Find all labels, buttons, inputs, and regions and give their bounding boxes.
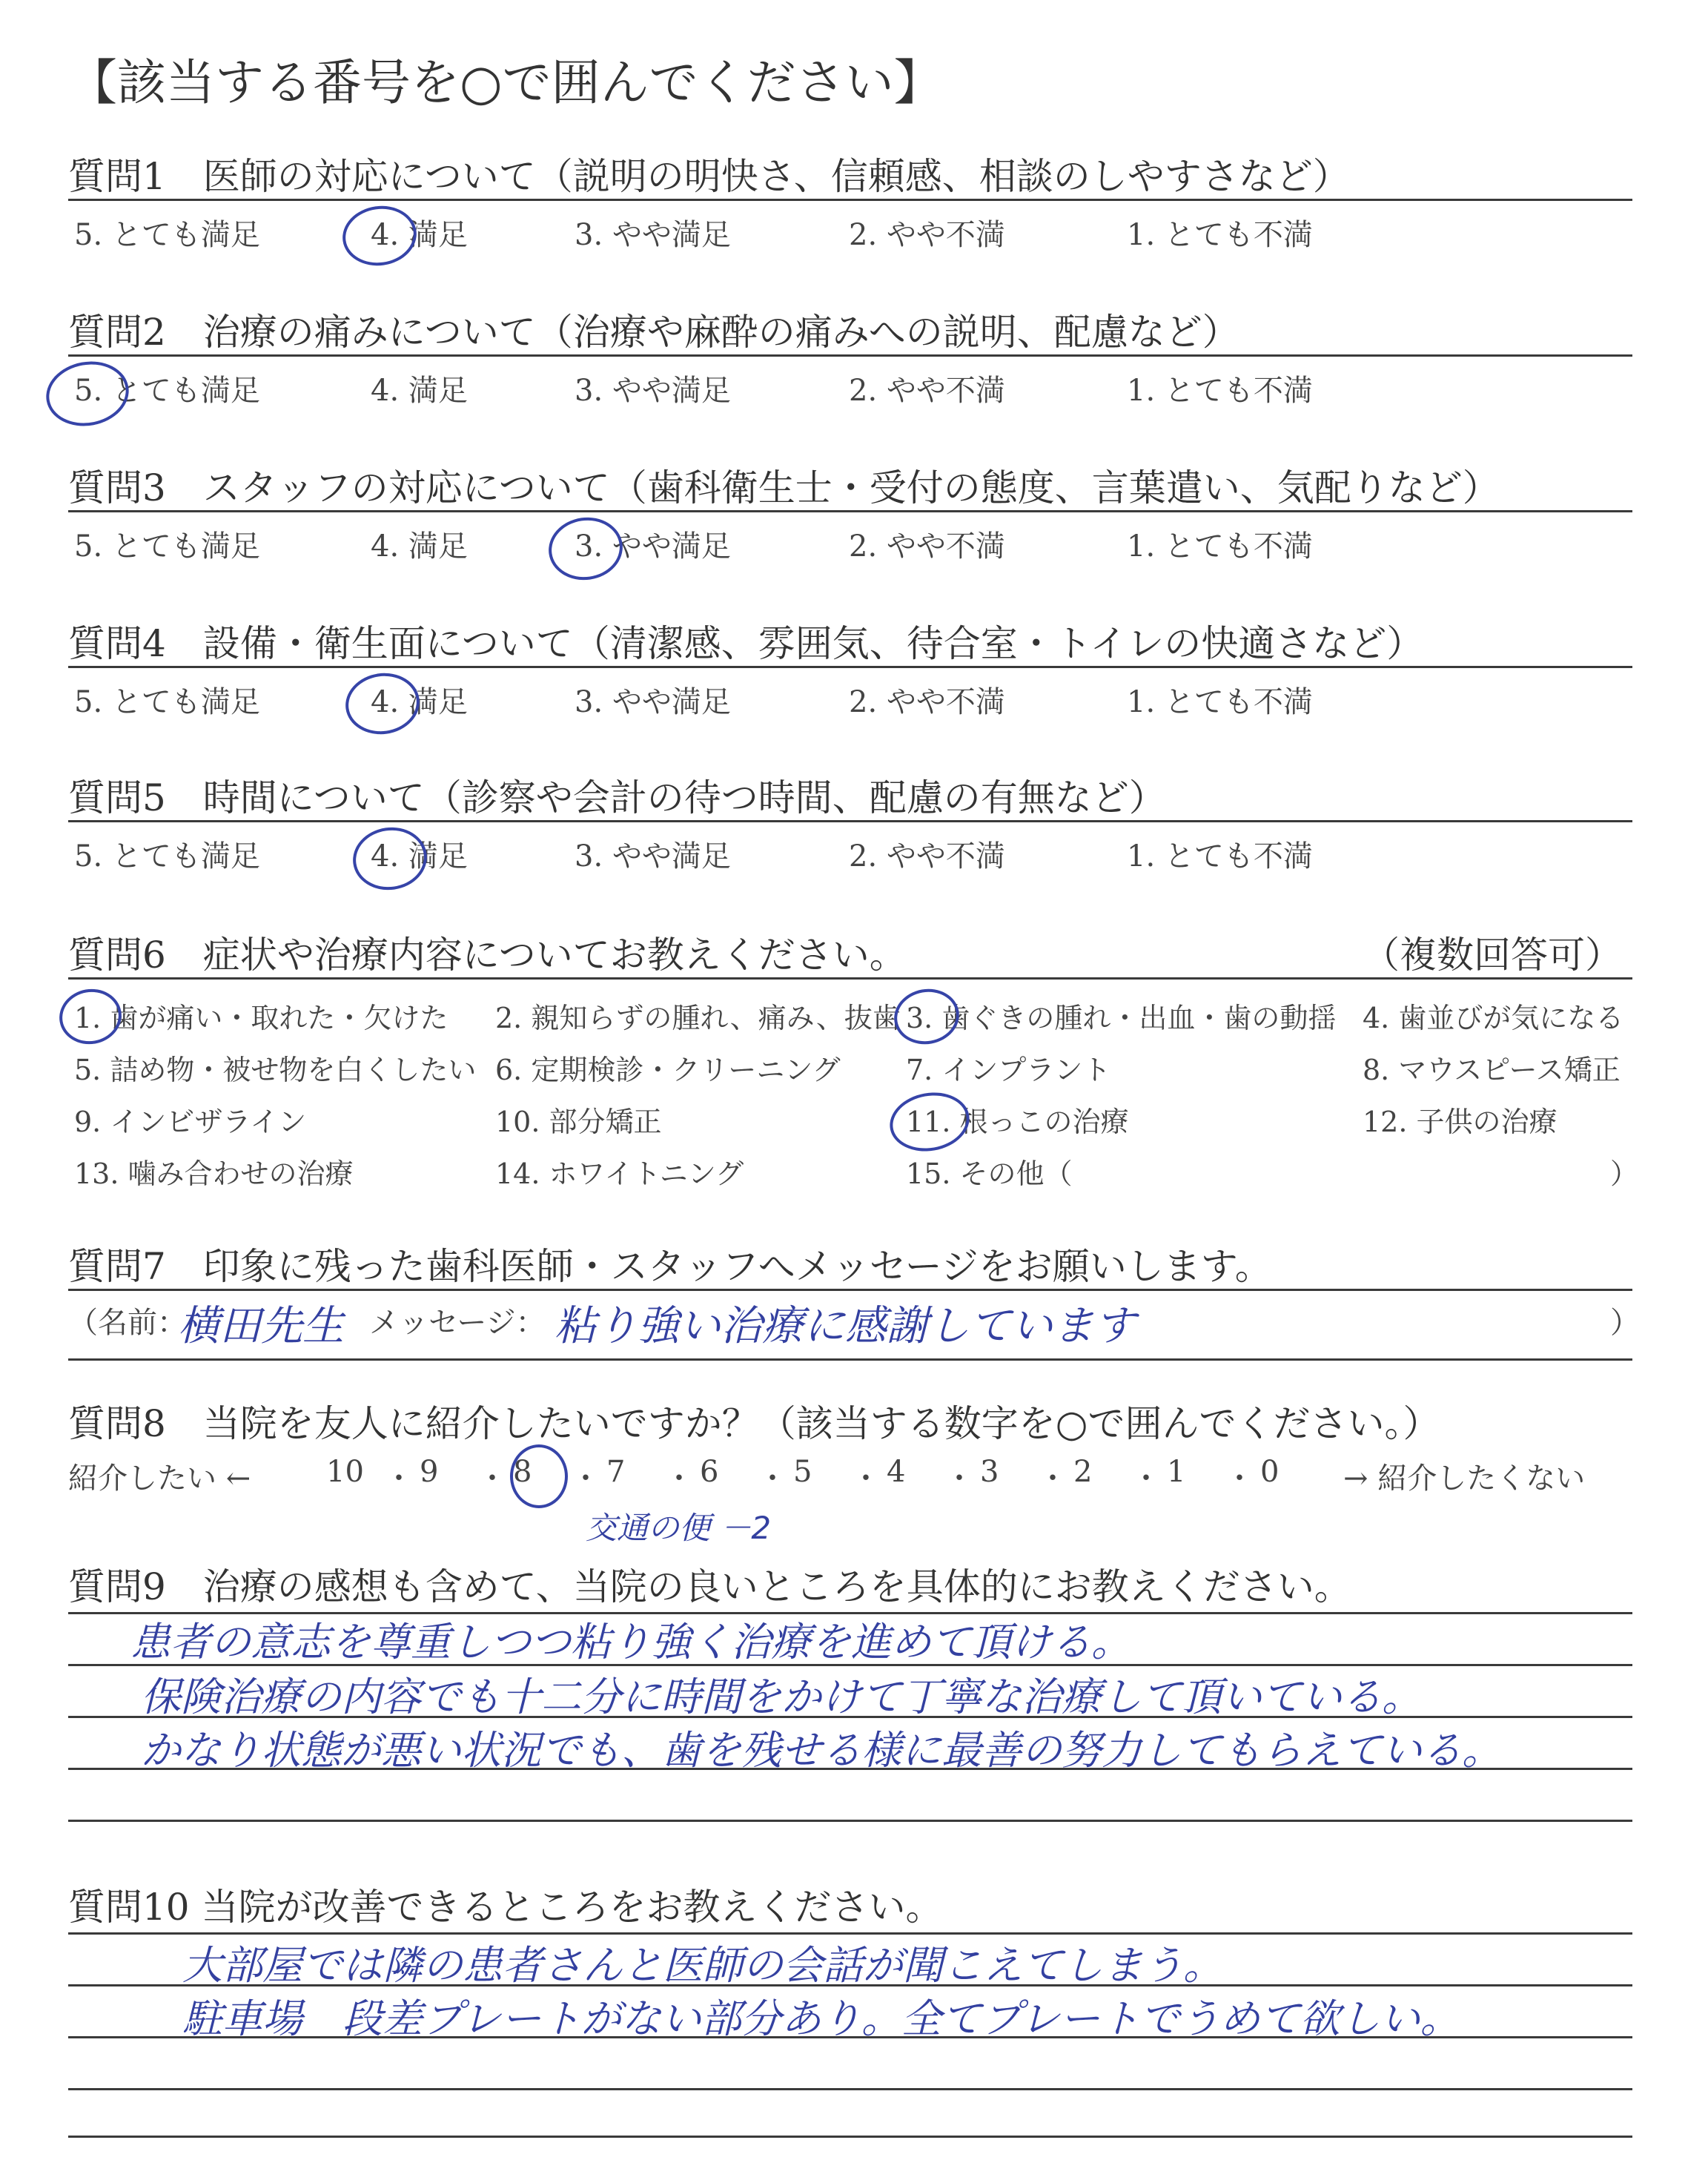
- q8-scale-9[interactable]: 9: [420, 1455, 439, 1489]
- question-7-bottom-rule: [68, 1358, 1632, 1361]
- q5-option-5[interactable]: 5. とても満足: [74, 839, 260, 873]
- q6-option-3[interactable]: 3. 歯ぐきの腫れ・出血・歯の動揺: [906, 1002, 1337, 1034]
- q8-scale-8[interactable]: 8: [513, 1455, 532, 1489]
- q8-scale-6[interactable]: 6: [700, 1455, 719, 1489]
- q8-selected-circle: [510, 1444, 568, 1508]
- q4-option-1[interactable]: 1. とても不満: [1127, 685, 1313, 719]
- q8-scale-10[interactable]: 10: [326, 1455, 364, 1489]
- q8-scale-separator: ・: [1038, 1462, 1068, 1496]
- q8-scale-3[interactable]: 3: [980, 1455, 999, 1489]
- q9-answer-line-1[interactable]: 患者の意志を尊重しつつ粘り強く治療を進めて頂ける。: [130, 1619, 1131, 1665]
- q8-scale-separator: ・: [477, 1462, 507, 1496]
- question-4-rule: [68, 666, 1632, 668]
- q8-scale-5[interactable]: 5: [793, 1455, 812, 1489]
- q6-option-15[interactable]: 15. その他（: [906, 1157, 1073, 1190]
- question-10-title: 質問10 当院が改善できるところをお教えください。: [68, 1886, 943, 1929]
- q5-option-1[interactable]: 1. とても不満: [1127, 839, 1313, 873]
- q6-option-1[interactable]: 1. 歯が痛い・取れた・欠けた: [74, 1002, 448, 1034]
- q10-rule-5: [68, 2136, 1632, 2138]
- q9-answer-line-2[interactable]: 保険治療の内容でも十二分に時間をかけて丁寧な治療して頂いている。: [141, 1674, 1422, 1720]
- q4-option-3[interactable]: 3. やや満足: [575, 685, 731, 719]
- q8-scale-0[interactable]: 0: [1260, 1455, 1280, 1489]
- q6-option-11[interactable]: 11. 根っこの治療: [906, 1106, 1129, 1138]
- q10-answer-line-1[interactable]: 大部屋では隣の患者さんと医師の会話が聞こえてしまう。: [182, 1942, 1223, 1989]
- question-4-title: 質問4 設備・衛生面について（清潔感、雰囲気、待合室・トイレの快適さなど）: [68, 622, 1424, 665]
- q1-option-5[interactable]: 5. とても満足: [74, 218, 260, 252]
- q6-option-12[interactable]: 12. 子供の治療: [1363, 1106, 1558, 1138]
- question-8-title: 質問8 当院を友人に紹介したいですか？（該当する数字を○で囲んでください。）: [68, 1402, 1440, 1445]
- q6-option-2[interactable]: 2. 親知らずの腫れ、痛み、抜歯: [495, 1002, 901, 1034]
- q8-scale-separator: ・: [758, 1462, 787, 1496]
- q6-option-6[interactable]: 6. 定期検診・クリーニング: [495, 1054, 841, 1086]
- q8-scale-separator: ・: [851, 1462, 881, 1496]
- q7-message-value[interactable]: 粘り強い治療に感謝しています: [555, 1302, 1136, 1350]
- q8-scale-separator: ・: [944, 1462, 974, 1496]
- q8-scale-separator: ・: [384, 1462, 414, 1496]
- q5-option-3[interactable]: 3. やや満足: [575, 839, 731, 873]
- q1-option-4[interactable]: 4. 満足: [371, 218, 468, 252]
- q8-scale-2[interactable]: 2: [1073, 1455, 1093, 1489]
- q4-option-2[interactable]: 2. やや不満: [849, 685, 1005, 719]
- q2-option-1[interactable]: 1. とても不満: [1127, 374, 1313, 408]
- question-5-rule: [68, 820, 1632, 822]
- q7-name-label: （名前：: [68, 1306, 187, 1340]
- q7-message-label: メッセージ：: [369, 1306, 546, 1340]
- q1-option-2[interactable]: 2. やや不満: [849, 218, 1005, 252]
- q6-option-7[interactable]: 7. インプラント: [906, 1054, 1111, 1086]
- q6-option-8[interactable]: 8. マウスピース矯正: [1363, 1054, 1621, 1086]
- q8-scale-1[interactable]: 1: [1167, 1455, 1186, 1489]
- question-1-rule: [68, 199, 1632, 201]
- q4-option-4[interactable]: 4. 満足: [371, 685, 468, 719]
- q10-answer-line-2[interactable]: 駐車場 段差プレートがない部分あり。全てプレートでうめて欲しい。: [182, 1995, 1460, 2042]
- q6-option-4[interactable]: 4. 歯並びが気になる: [1363, 1002, 1624, 1034]
- q8-handwritten-note: 交通の便 －2: [586, 1510, 772, 1546]
- q3-option-4[interactable]: 4. 満足: [371, 529, 468, 564]
- question-3-title: 質問3 スタッフの対応について（歯科衛生士・受付の態度、言葉遣い、気配りなど）: [68, 466, 1500, 509]
- q1-option-1[interactable]: 1. とても不満: [1127, 218, 1313, 252]
- q7-name-value[interactable]: 横田先生: [178, 1302, 344, 1350]
- q8-scale-separator: ・: [1225, 1462, 1254, 1496]
- q6-selected-circle-1: [55, 984, 126, 1048]
- q8-scale-7[interactable]: 7: [606, 1455, 626, 1489]
- question-5-title: 質問5 時間について（診察や会計の待つ時間、配慮の有無など）: [68, 776, 1166, 819]
- question-3-rule: [68, 510, 1632, 512]
- form-header: 【該当する番号を○で囲んでください】: [68, 54, 943, 111]
- q10-rule-4: [68, 2088, 1632, 2090]
- question-6-title: 質問6 症状や治療内容についてお教えください。: [68, 934, 907, 977]
- q6-option-13[interactable]: 13. 噛み合わせの治療: [74, 1157, 354, 1190]
- question-1-title: 質問1 医師の対応について（説明の明快さ、信頼感、相談のしやすさなど）: [68, 155, 1350, 198]
- q3-option-3[interactable]: 3. やや満足: [575, 529, 731, 564]
- q6-selected-circle-3: [890, 984, 964, 1049]
- q2-option-2[interactable]: 2. やや不満: [849, 374, 1005, 408]
- q8-scale-separator: ・: [571, 1462, 600, 1496]
- q6-selected-circle-11: [885, 1086, 974, 1157]
- q6-option-10[interactable]: 10. 部分矯正: [495, 1106, 662, 1138]
- q4-option-5[interactable]: 5. とても満足: [74, 685, 260, 719]
- q6-option-14[interactable]: 14. ホワイトニング: [495, 1157, 744, 1190]
- q9-answer-line-3[interactable]: かなり状態が悪い状況でも、歯を残せる様に最善の努力してもらえている。: [141, 1727, 1502, 1774]
- q2-option-3[interactable]: 3. やや満足: [575, 374, 731, 408]
- q6-option-5[interactable]: 5. 詰め物・被せ物を白くしたい: [74, 1054, 477, 1086]
- question-7-rule: [68, 1289, 1632, 1291]
- q8-scale-4[interactable]: 4: [887, 1455, 906, 1489]
- q3-option-2[interactable]: 2. やや不満: [849, 529, 1005, 564]
- q3-option-1[interactable]: 1. とても不満: [1127, 529, 1313, 564]
- q8-scale-separator: ・: [664, 1462, 694, 1496]
- q9-rule-5: [68, 1820, 1632, 1822]
- question-2-rule: [68, 354, 1632, 357]
- q8-left-label: 紹介したい ←: [68, 1462, 251, 1496]
- q5-option-2[interactable]: 2. やや不満: [849, 839, 1005, 873]
- q7-close-paren: ）: [1610, 1306, 1640, 1340]
- q8-scale-separator: ・: [1131, 1462, 1161, 1496]
- q3-option-5[interactable]: 5. とても満足: [74, 529, 260, 564]
- q1-option-3[interactable]: 3. やや満足: [575, 218, 731, 252]
- q2-option-4[interactable]: 4. 満足: [371, 374, 468, 408]
- q2-option-5[interactable]: 5. とても満足: [74, 374, 260, 408]
- question-2-title: 質問2 治療の痛みについて（治療や麻酔の痛みへの説明、配慮など）: [68, 311, 1239, 354]
- q5-option-4[interactable]: 4. 満足: [371, 839, 468, 873]
- q6-option-9[interactable]: 9. インビザライン: [74, 1106, 307, 1138]
- question-6-note: （複数回答可）: [1363, 934, 1622, 977]
- question-9-title: 質問9 治療の感想も含めて、当院の良いところを具体的にお教えください。: [68, 1565, 1351, 1608]
- q8-right-label: → 紹介したくない: [1343, 1462, 1586, 1496]
- question-7-title: 質問7 印象に残った歯科医師・スタッフへメッセージをお願いします。: [68, 1245, 1272, 1288]
- q6-option-15-close: ）: [1610, 1157, 1639, 1190]
- question-6-rule: [68, 977, 1632, 980]
